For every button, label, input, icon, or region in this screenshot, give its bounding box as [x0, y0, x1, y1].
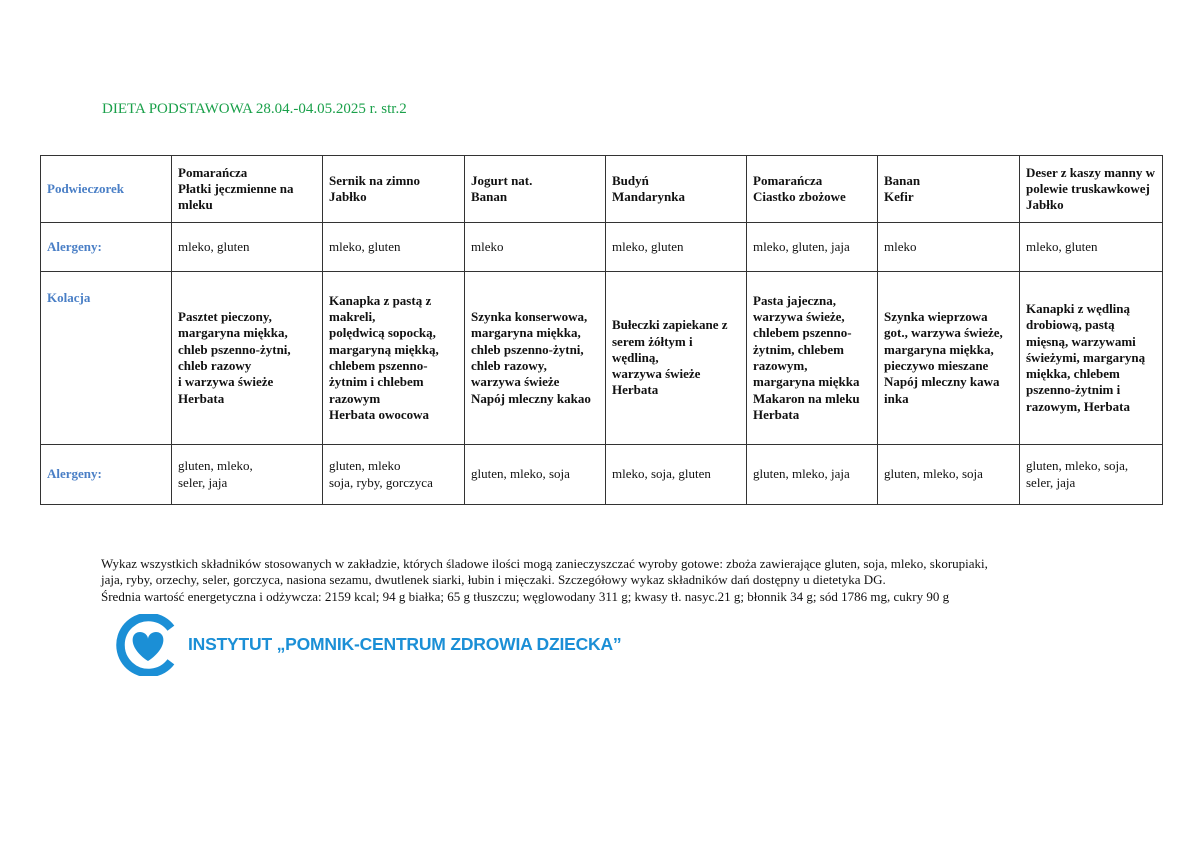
- page-title: DIETA PODSTAWOWA 28.04.-04.05.2025 r. str.2: [102, 101, 407, 117]
- table-cell: gluten, mleko, soja, seler, jaja: [1020, 445, 1163, 505]
- table-cell: gluten, mleko, seler, jaja: [172, 445, 323, 505]
- row-label-alergeny: Alergeny:: [41, 223, 172, 272]
- table-cell: Budyń Mandarynka: [606, 156, 747, 223]
- table-cell: mleko, soja, gluten: [606, 445, 747, 505]
- table-row-podwieczorek: [41, 156, 1163, 223]
- logo-text: INSTYTUT „POMNIK-CENTRUM ZDROWIA DZIECKA”: [188, 634, 622, 654]
- table-cell: mleko: [465, 223, 606, 272]
- footnotes: [101, 556, 1101, 605]
- table-cell: mleko, gluten: [606, 223, 747, 272]
- table-cell: Kanapki z wędliną drobiową, pastą mięsną, warzywami świeżymi, margaryną miękka, chlebem pszenno-żytnim i razowym, Herbata: [1020, 272, 1163, 445]
- table-cell: mleko, gluten: [172, 223, 323, 272]
- table-cell: gluten, mleko, soja: [878, 445, 1020, 505]
- table-cell: gluten, mleko soja, ryby, gorczyca: [323, 445, 465, 505]
- table-cell: mleko: [878, 223, 1020, 272]
- table-cell: Bułeczki zapiekane z serem żółtym i wędliną, warzywa świeże Herbata: [606, 272, 747, 445]
- table-cell: gluten, mleko, jaja: [747, 445, 878, 505]
- table-cell: Sernik na zimno Jabłko: [323, 156, 465, 223]
- table-cell: mleko, gluten, jaja: [747, 223, 878, 272]
- row-label-kolacja: Kolacja: [41, 272, 172, 445]
- table-cell: Jogurt nat. Banan: [465, 156, 606, 223]
- table-cell: Banan Kefir: [878, 156, 1020, 223]
- menu-table: [40, 155, 1163, 505]
- table-cell: Kanapka z pastą z makreli, polędwicą sopocką, margaryną miękką, chlebem pszenno-żytnim i chlebem razowym Herbata owocowa: [323, 272, 465, 445]
- table-row-alergeny: [41, 445, 1163, 505]
- footnote-line: jaja, ryby, orzechy, seler, gorczyca, nasiona sezamu, dwutlenek siarki, łubin i mięczaki. Szczegółowy wykaz składników dań dostępny u dietetyka DG.: [101, 572, 886, 588]
- table-cell: Szynka wieprzowa got., warzywa świeże, margaryna miękka, pieczywo mieszane Napój mleczny kawa inka: [878, 272, 1020, 445]
- heart-logo-icon: [112, 614, 186, 676]
- table-cell: mleko, gluten: [323, 223, 465, 272]
- table-cell: Pomarańcza Płatki jęczmienne na mleku: [172, 156, 323, 223]
- table-row-alergeny: [41, 223, 1163, 272]
- table-cell: mleko, gluten: [1020, 223, 1163, 272]
- footnote-line: Wykaz wszystkich składników stosowanych w zakładzie, których śladowe ilości mogą zanieczyszczać wyroby gotowe: zboża zawierające gluten, soja, mleko, skorupiaki,: [101, 556, 988, 571]
- footnote-line: Średnia wartość energetyczna i odżywcza: 2159 kcal; 94 g białka; 65 g tłuszczu; węglowodany 311 g; kwasy tł. nasyc.21 g; błonnik 34 g; sód 1786 mg, cukry 90 g: [101, 588, 950, 604]
- table-row-kolacja: [41, 272, 1163, 445]
- table-cell: Pomarańcza Ciastko zbożowe: [747, 156, 878, 223]
- table-cell: Pasta jajeczna, warzywa świeże, chlebem pszenno-żytnim, chlebem razowym, margaryna miękka Makaron na mleku Herbata: [747, 272, 878, 445]
- table-cell: Pasztet pieczony, margaryna miękka, chleb pszenno-żytni, chleb razowy i warzywa świeże Herbata: [172, 272, 323, 445]
- row-label-podwieczorek: Podwieczorek: [41, 156, 172, 223]
- table-cell: Deser z kaszy manny w polewie truskawkowej Jabłko: [1020, 156, 1163, 223]
- row-label-alergeny: Alergeny:: [41, 445, 172, 505]
- table-cell: Szynka konserwowa, margaryna miękka, chleb pszenno-żytni, chleb razowy, warzywa świeże Napój mleczny kakao: [465, 272, 606, 445]
- table-cell: gluten, mleko, soja: [465, 445, 606, 505]
